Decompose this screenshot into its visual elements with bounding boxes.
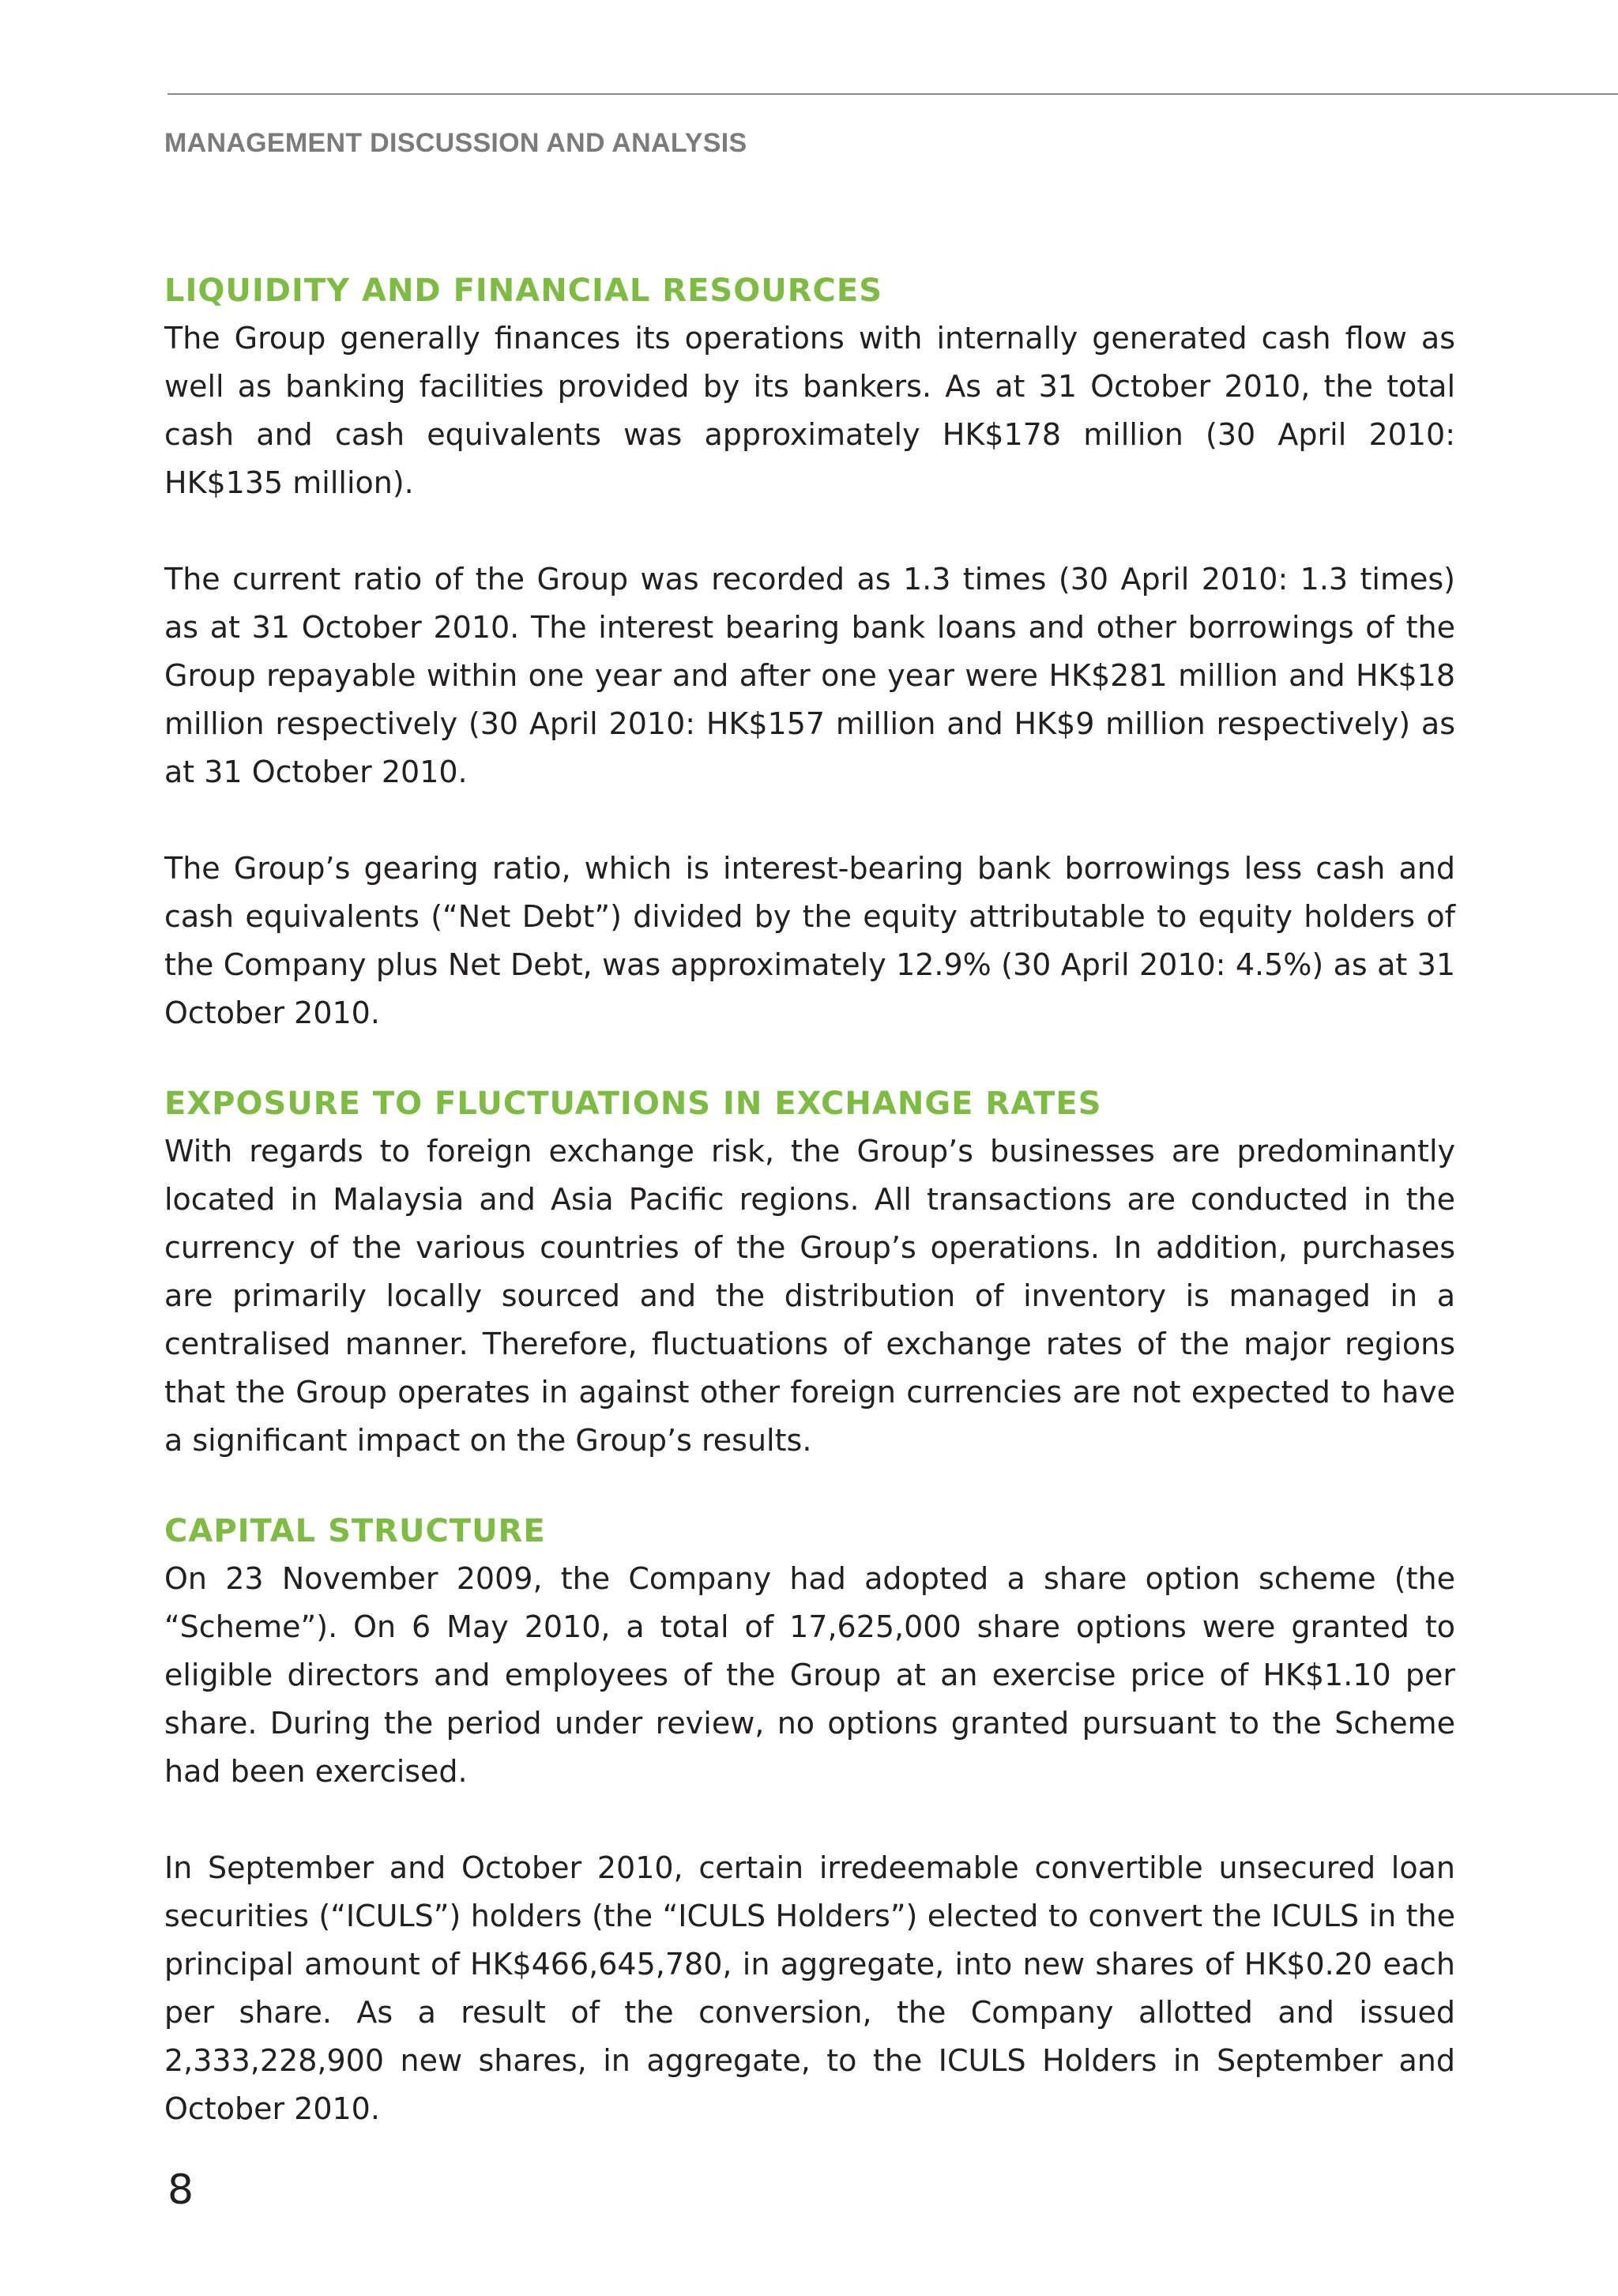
section-spacer <box>164 1037 1455 1080</box>
paragraph-capital-structure-1: On 23 November 2009, the Company had adopted a share option scheme (the “Scheme”). On 6 May 2010, a total of 17,625,000 share options were granted to eligible directors and employees of the Group at an exercise price of HK$1.10 per share. During the period under review, no options granted pursuant to the Scheme had been exercised. <box>164 1561 1455 1789</box>
paragraph-capital-structure-2: In September and October 2010, certain irredeemable convertible unsecured loan securities (“ICULS”) holders (the “ICULS Holders”) elected to convert the ICULS in the principal amount of HK$466,645,780, in aggregate, into new shares of HK$0.20 each per share. As a result of the conversion, the Company allotted and issued 2,333,228,900 new shares, in aggregate, to the ICULS Holders in September and October 2010. <box>164 1850 1455 2126</box>
paragraph-liquidity-3: The Group’s gearing ratio, which is interest-bearing bank borrowings less cash and cash equivalents (“Net Debt”) divided by the equity attributable to equity holders of the Company plus Net Debt, was approximately 12.9% (30 April 2010: 4.5%) as at 31 October 2010. <box>164 851 1455 1030</box>
page-number: 8 <box>167 2166 194 2214</box>
paragraph-spacer <box>164 1796 1455 1844</box>
document-body <box>164 267 1455 2133</box>
paragraph-spacer <box>164 796 1455 845</box>
section-heading-liquidity: LIQUIDITY AND FINANCIAL RESOURCES <box>164 273 882 309</box>
section-heading-exchange-rates: EXPOSURE TO FLUCTUATIONS IN EXCHANGE RATES <box>164 1086 1102 1122</box>
paragraph-liquidity-2: The current ratio of the Group was recorded as 1.3 times (30 April 2010: 1.3 times) as at 31 October 2010. The interest bearing bank loans and other borrowings of the Group repayable within one year and after one year were HK$281 million and HK$18 million respectively (30 April 2010: HK$157 million and HK$9 million respectively) as at 31 October 2010. <box>164 562 1455 789</box>
paragraph-liquidity-1: The Group generally finances its operations with internally generated cash flow as well as banking facilities provided by its bankers. As at 31 October 2010, the total cash and cash equivalents was approximately HK$178 million (30 April 2010: HK$135 million). <box>164 321 1455 500</box>
section-spacer <box>164 1465 1455 1507</box>
paragraph-spacer <box>164 507 1455 555</box>
section-heading-capital-structure: CAPITAL STRUCTURE <box>164 1513 546 1549</box>
header-rule <box>167 93 1618 95</box>
running-header: MANAGEMENT DISCUSSION AND ANALYSIS <box>164 128 747 158</box>
paragraph-exchange-rates-1: With regards to foreign exchange risk, the Group’s businesses are predominantly located in Malaysia and Asia Pacific regions. All transactions are conducted in the currency of the various countries of the Group’s operations. In addition, purchases are primarily locally sourced and the distribution of inventory is managed in a centralised manner. Therefore, fluctuations of exchange rates of the major regions that the Group operates in against other foreign currencies are not expected to have a significant impact on the Group’s results. <box>164 1134 1455 1458</box>
